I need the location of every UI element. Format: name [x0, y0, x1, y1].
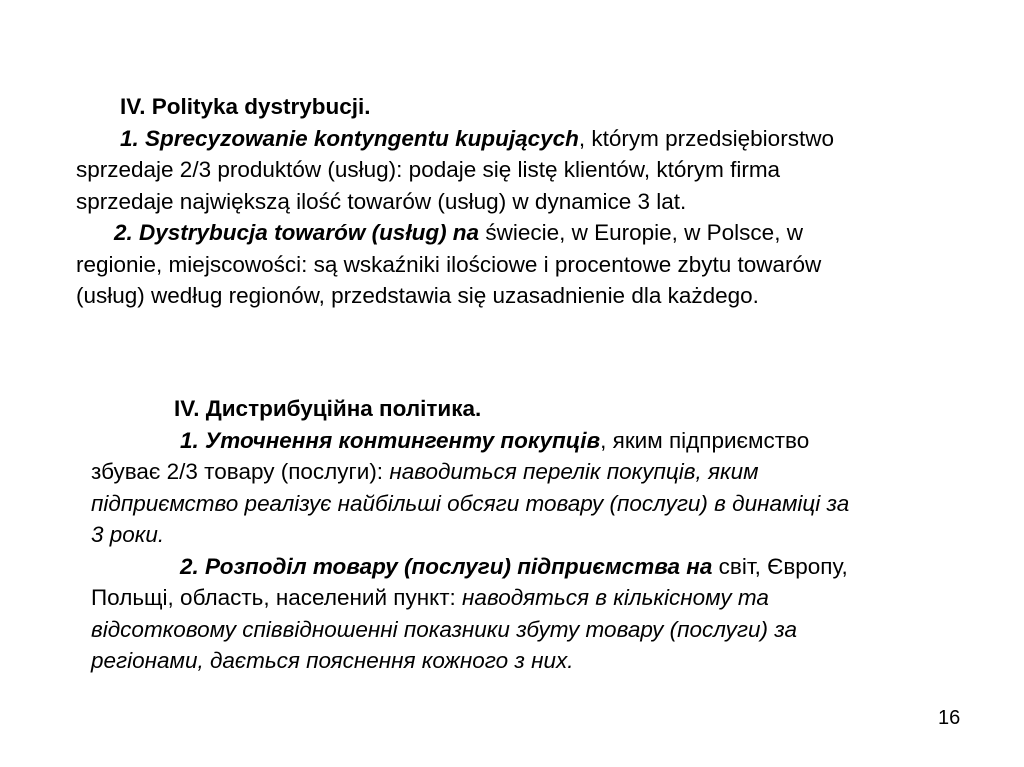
ukrainian-point-1-italic-2: наводиться перелік покупців, яким	[389, 459, 759, 484]
polish-point-2-label: 2. Dystrybucja towarów (usług) na	[114, 220, 480, 245]
ukrainian-point-1-line-3: підприємство реалізує найбільші обсяги товару (послуги) в динаміці за	[91, 490, 850, 516]
polish-point-1-line-3: sprzedaje największą ilość towarów (usług) w dynamice 3 lat.	[76, 188, 687, 214]
polish-point-1-line-2: sprzedaje 2/3 produktów (usług): podaje się listę klientów, którym firma	[76, 157, 781, 182]
page-number: 16	[938, 707, 961, 729]
polish-point-1-text-1: , którym przedsiębiorstwo	[578, 125, 834, 151]
polish-section	[76, 91, 956, 312]
ukrainian-point-1-line-2	[91, 456, 971, 488]
polish-point-2-line-3: (usług) według regionów, przedstawia się uzasadnienie dla każdego.	[76, 283, 759, 308]
ukrainian-point-1-text-1: , яким підприємство	[600, 427, 810, 453]
ukrainian-point-1-line-4: 3 роки.	[91, 522, 165, 547]
ukrainian-point-2-line-2	[91, 582, 971, 614]
polish-point-1-label: 1. Sprecyzowanie kontyngentu kupujących	[120, 125, 579, 151]
ukrainian-point-2-text-2: Польщі, область, населений пункт:	[91, 585, 463, 610]
ukrainian-point-1-label: 1. Уточнення контингенту покупців	[180, 427, 601, 453]
ukrainian-point-2-italic-2: наводяться в кількісному та	[462, 585, 769, 610]
ukrainian-point-2-text-1: світ, Європу,	[712, 553, 848, 579]
ukrainian-point-2-line-3: відсотковому співвідношенні показники збуту товару (послуги) за	[91, 616, 797, 642]
ukrainian-point-1-line-1	[91, 425, 971, 457]
polish-point-2-text-1: świecie, w Europie, w Polsce, w	[479, 220, 803, 245]
ukrainian-point-2-line-1	[91, 551, 971, 583]
polish-point-2-line-1	[76, 217, 956, 249]
ukrainian-point-1-text-2: збуває 2/3 товару (послуги):	[91, 459, 390, 484]
polish-point-2-line-2: regionie, miejscowości: są wskaźniki ilościowe i procentowe zbytu towarów	[76, 251, 822, 277]
ukrainian-heading: IV. Дистрибуційна політика.	[174, 396, 482, 421]
ukrainian-point-2-label: 2. Розподіл товару (послуги) підприємства на	[180, 553, 713, 579]
ukrainian-section	[91, 393, 971, 677]
ukrainian-point-2-line-4: регіонами, дається пояснення кожного з них.	[91, 648, 574, 673]
polish-point-1-line-1	[76, 123, 956, 155]
polish-heading: IV. Polityka dystrybucji.	[120, 94, 371, 119]
